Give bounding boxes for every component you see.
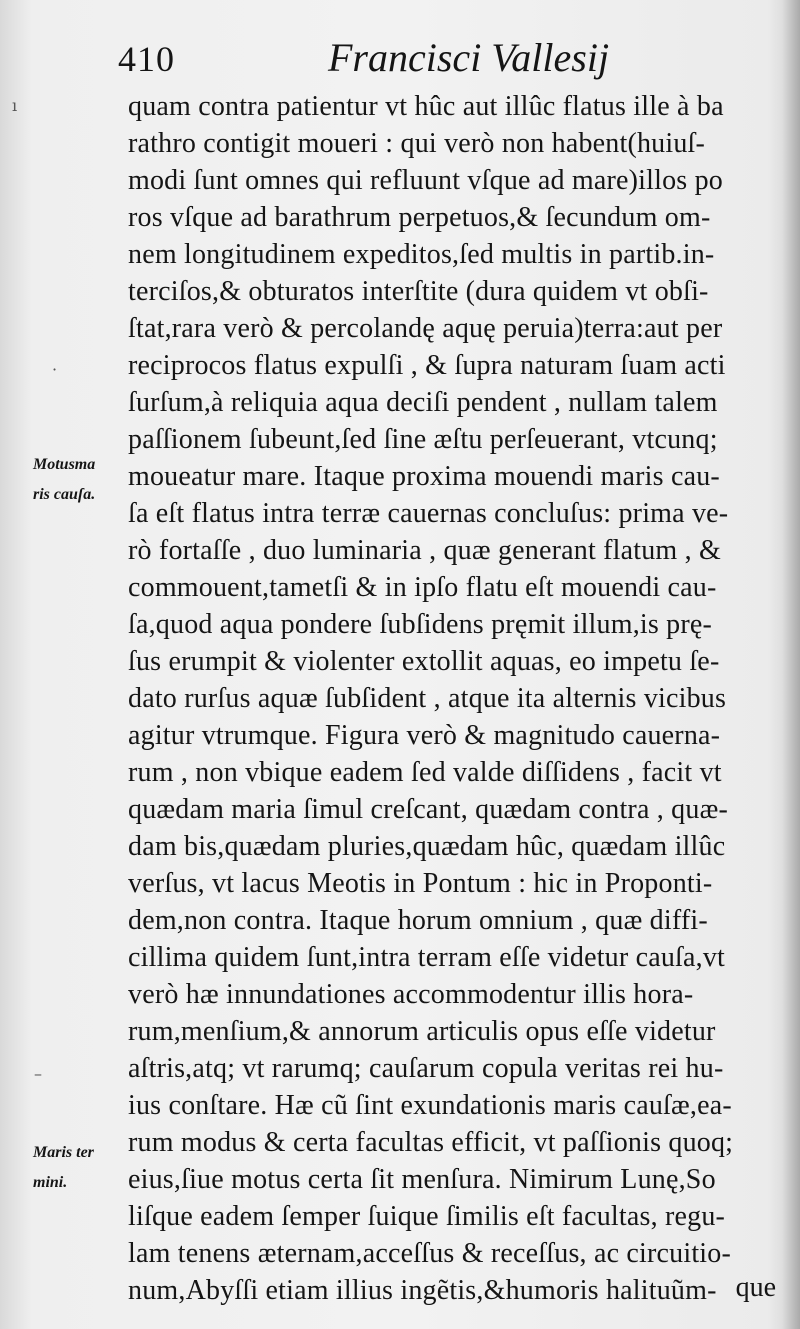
text-line: ſurſum,à reliquia aqua deciſi pendent , nullam talem (128, 387, 718, 418)
margin-dash-mark: – (34, 1064, 42, 1083)
running-title: Francisci Vallesij (328, 35, 610, 80)
text-line: rum,menſium,& annorum articulis opus eſſe videtur (128, 1016, 716, 1047)
text-line: rum , non vbique eadem ſed valde diſſidens , facit vt (128, 757, 722, 788)
text-line: ſtat,rara verò & percolandę aquę peruia)terra:aut per (128, 313, 723, 344)
text-line: eius,ſiue motus certa ſit menſura. Nimirum Lunę,So (128, 1164, 716, 1195)
text-line: ius conſtare. Hæ cũ ſint exundationis maris cauſæ,ea- (128, 1090, 732, 1121)
margin-tick-mark: ı (12, 96, 18, 115)
text-line: rathro contigit moueri : qui verò non habent(huiuſ- (128, 128, 706, 159)
text-line: verſus, vt lacus Meotis in Pontum : hic in Proponti- (128, 868, 713, 899)
page-edge-shadow (782, 0, 800, 1329)
text-line: quædam maria ſimul creſcant, quædam contra , quæ- (128, 794, 728, 825)
marginal-note-line: Maris ter (33, 1144, 94, 1161)
marginal-note-line: Motusma (33, 456, 96, 473)
text-line: modi ſunt omnes qui refluunt vſque ad mare)illos po (128, 165, 723, 196)
text-line: ros vſque ad barathrum perpetuos,& ſecundum om- (128, 202, 711, 233)
text-line: lam tenens æternam,acceſſus & receſſus, ac circuitio- (128, 1238, 732, 1269)
text-line: paſſionem ſubeunt,ſed ſine æſtu perſeuerant, vtcunq; (128, 424, 718, 455)
margin-dot-mark: · (52, 360, 58, 379)
marginal-note-line: ris cauſa. (33, 486, 96, 503)
marginal-note-maris-termini (33, 1138, 94, 1198)
page-header (118, 28, 638, 88)
text-line: num,Abyſſi etiam illius ingẽtis,&humoris halituũm- (128, 1275, 717, 1306)
text-line: ſa eſt flatus intra terræ cauernas concluſus: prima ve- (128, 498, 729, 529)
text-line: cillima quidem ſunt,intra terram eſſe videtur cauſa,vt (128, 942, 726, 973)
text-line: dem,non contra. Itaque horum omnium , quæ diffi- (128, 905, 708, 936)
text-line: reciprocos flatus expulſi , & ſupra naturam ſuam acti (128, 350, 726, 381)
text-line: dato rurſus aquæ ſubſident , atque ita alternis vicibus (128, 683, 727, 714)
marginal-note-line: mini. (33, 1174, 68, 1191)
marginal-note-motus-maris (33, 450, 95, 510)
text-line: agitur vtrumque. Figura verò & magnitudo cauerna- (128, 720, 721, 751)
text-line: rò fortaſſe , duo luminaria , quæ generant flatum , & (128, 535, 721, 566)
text-line: ſa,quod aqua pondere ſubſidens pręmit illum,is prę- (128, 609, 713, 640)
catchword: que (735, 1272, 776, 1303)
body-text (128, 88, 778, 1309)
text-line: verò hæ innundationes accommodentur illis hora- (128, 979, 694, 1010)
text-line: aſtris,atq; vt rarumq; cauſarum copula veritas rei hu- (128, 1053, 724, 1084)
text-line: moueatur mare. Itaque proxima mouendi maris cau- (128, 461, 720, 492)
text-line: rum modus & certa facultas efficit, vt paſſionis quoq; (128, 1127, 734, 1158)
text-line: commouent,tametſi & in ipſo flatu eſt mouendi cau- (128, 572, 717, 603)
text-line: ſus erumpit & violenter extollit aquas, eo impetu ſe- (128, 646, 720, 677)
text-line: dam bis,quædam pluries,quædam hûc, quædam illûc (128, 831, 726, 862)
text-line: quam contra patientur vt hûc aut illûc flatus ille à ba (128, 91, 724, 122)
page-number: 410 (118, 39, 175, 79)
text-line: nem longitudinem expeditos,ſed multis in partib.in- (128, 239, 715, 270)
text-line: terciſos,& obturatos interſtite (dura quidem vt obſi- (128, 276, 709, 307)
text-line: liſque eadem ſemper ſuique ſimilis eſt facultas, regu- (128, 1201, 726, 1232)
